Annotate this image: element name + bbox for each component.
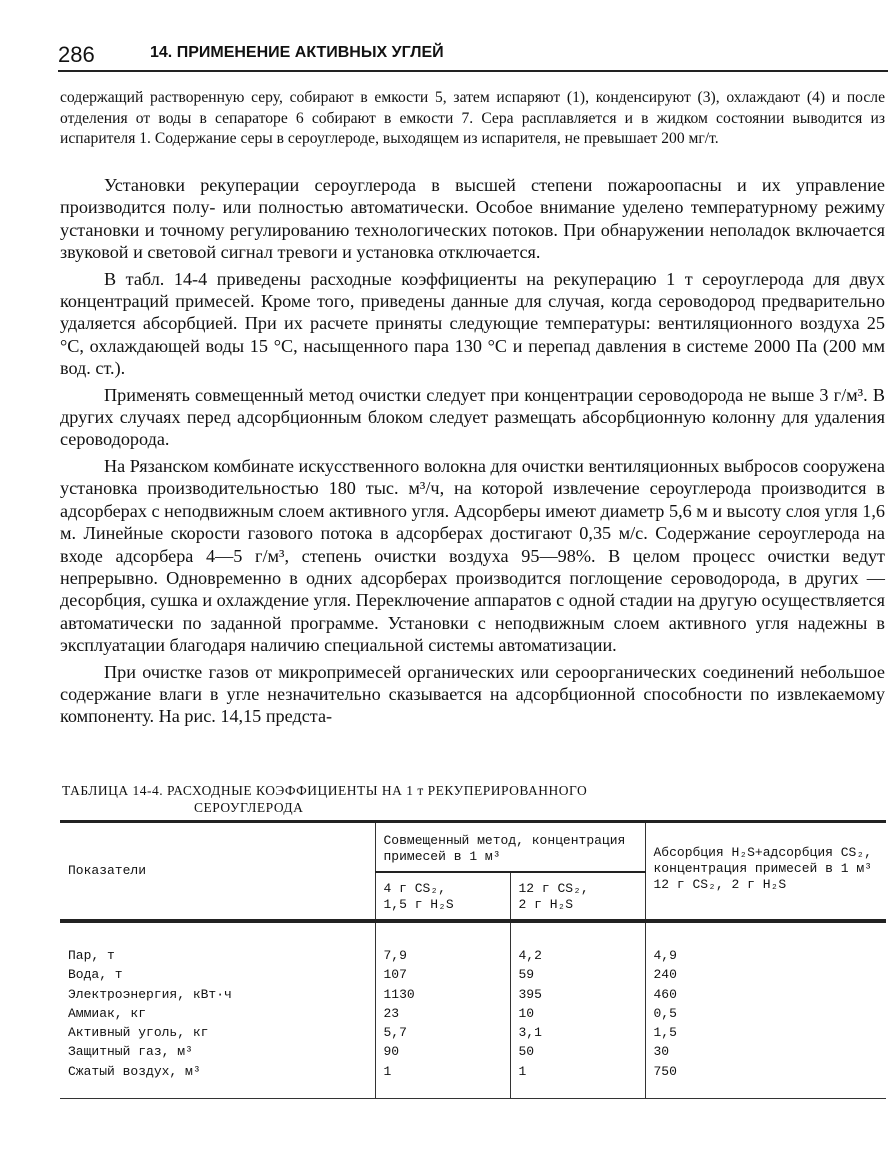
row-value: 107: [375, 964, 510, 983]
chapter-title: 14. ПРИМЕНЕНИЕ АКТИВНЫХ УГЛЕЙ: [150, 44, 444, 61]
row-value: 240: [645, 964, 886, 983]
intro-small-paragraph: содержащий растворенную серу, собирают в емкости 5, затем испаряют (1), конденсируют (3), охлаждают (4) и после отделения от воды в сепараторе 6 собирают в емкости 7. Сера расплавляется и в жидком состоянии выводится из испарителя 1. Содержание серы в сероуглероде, выходящем из испарителя, не превышает 200 мг/т.: [60, 89, 885, 148]
consumption-table: [60, 820, 886, 1099]
paragraph: Применять совмещенный метод очистки следует при концентрации сероводорода не выше 3 г/м³. В других случаях перед адсорбционным блоком следует размещать абсорбционную колонну для удаления сероводорода.: [60, 384, 885, 450]
row-label: Аммиак, кг: [68, 1005, 147, 1021]
row-value: 1: [375, 1061, 510, 1099]
table-row: [60, 1061, 886, 1099]
table-row: [60, 1003, 886, 1022]
table-row: [60, 984, 886, 1003]
running-header: [58, 40, 888, 72]
table-row: [60, 1041, 886, 1060]
header-absorption: [645, 822, 886, 922]
header-absorption-conc: 12 г CS₂, 2 г H₂S: [653, 877, 787, 892]
row-value: 10: [510, 1003, 645, 1022]
row-label: Пар, т: [68, 948, 115, 963]
row-value: 50: [510, 1041, 645, 1060]
row-value: 1,5: [645, 1022, 886, 1041]
row-value: 1130: [375, 984, 510, 1003]
row-label: Вода, т: [68, 967, 123, 983]
header-absorption-label: Абсорбция H₂S+адсорбция CS₂, концентрация примесей в 1 м³: [653, 845, 872, 876]
header-4g-cs2: 4 г CS₂, 1,5 г H₂S: [375, 872, 510, 921]
table-title-line: СЕРОУГЛЕРОДА: [194, 800, 304, 815]
row-value: 395: [510, 984, 645, 1003]
table-body: [60, 921, 886, 1099]
row-value: 750: [645, 1061, 886, 1099]
row-value: 23: [375, 1003, 510, 1022]
row-value: 90: [375, 1041, 510, 1060]
row-value: 1: [510, 1061, 645, 1099]
page-number: 286: [58, 42, 95, 67]
paragraph: Установки рекуперации сероуглерода в высшей степени пожароопасны и их управление производится полу- или полностью автоматически. Особое внимание уделено температурному режиму установки и точному регулированию технологических потоков. При обнаружении неполадок включается звуковой и световой сигнал тревоги и установка отключается.: [60, 175, 885, 263]
table-row: [60, 1022, 886, 1041]
header-combined-method: Совмещенный метод, концентрация примесей в 1 м³: [375, 822, 645, 873]
row-value: 460: [645, 984, 886, 1003]
body-text: [60, 174, 885, 732]
row-value: 7,9: [375, 921, 510, 964]
table-row: [60, 921, 886, 964]
row-value: 30: [645, 1041, 886, 1060]
row-value: 4,9: [645, 921, 886, 964]
row-label: Активный уголь, кг: [68, 1025, 209, 1041]
header-indicators: Показатели: [68, 863, 147, 878]
row-label: Электроэнергия, кВт·ч: [68, 986, 232, 1002]
row-value: 3,1: [510, 1022, 645, 1041]
row-label: Защитный газ, м³: [68, 1044, 193, 1060]
row-value: 59: [510, 964, 645, 983]
row-value: 4,2: [510, 921, 645, 964]
paragraph: На Рязанском комбинате искусственного волокна для очистки вентиляционных выбросов сооружена установка производительностью 180 тыс. м³/ч, на которой извлечение сероуглерода производится в адсорберах с неподвижным слоем активного угля. Адсорберы имеют диаметр 5,6 м и высоту слоя угля 1,6 м. Линейные скорости газового потока в адсорберах достигают 0,35 м/с. Содержание сероуглерода на входе адсорбера 4—5 г/м³, степень очистки воздуха 95—98%. В целом процесс очистки ведут непрерывно. Одновременно в одних адсорберах производится поглощение сероводорода, в других — десорбция, сушка и охлаждение угля. Переключение аппаратов с одной стадии на другую осуществляется автоматически по заданной программе. Установки с неподвижным слоем активного угля надежны в эксплуатации благодаря наличию специальной системы автоматизации.: [60, 455, 885, 656]
table-title: [62, 782, 587, 816]
table-title-line: ТАБЛИЦА 14-4. РАСХОДНЫЕ КОЭФФИЦИЕНТЫ НА 1 т РЕКУПЕРИРОВАННОГО: [62, 783, 588, 798]
paragraph: При очистке газов от микропримесей органических или сероорганических соединений небольшое содержание влаги в угле незначительно сказывается на адсорбционной способности по извлекаемому компоненту. На рис. 14,15 предста-: [60, 661, 885, 727]
row-label: Сжатый воздух, м³: [68, 1063, 201, 1079]
table-row: [60, 964, 886, 983]
row-value: 0,5: [645, 1003, 886, 1022]
header-12g-cs2: 12 г CS₂, 2 г H₂S: [510, 872, 645, 921]
row-value: 5,7: [375, 1022, 510, 1041]
paragraph: В табл. 14-4 приведены расходные коэффициенты на рекуперацию 1 т сероуглерода для двух концентраций примесей. Кроме того, приведены данные для случая, когда сероводород предварительно удаляется абсорбцией. При их расчете приняты следующие температуры: вентиляционного воздуха 25 °С, охлаждающей воды 15 °С, насыщенного пара 130 °С и перепад давления в системе 2000 Па (200 мм вод. ст.).: [60, 268, 885, 379]
